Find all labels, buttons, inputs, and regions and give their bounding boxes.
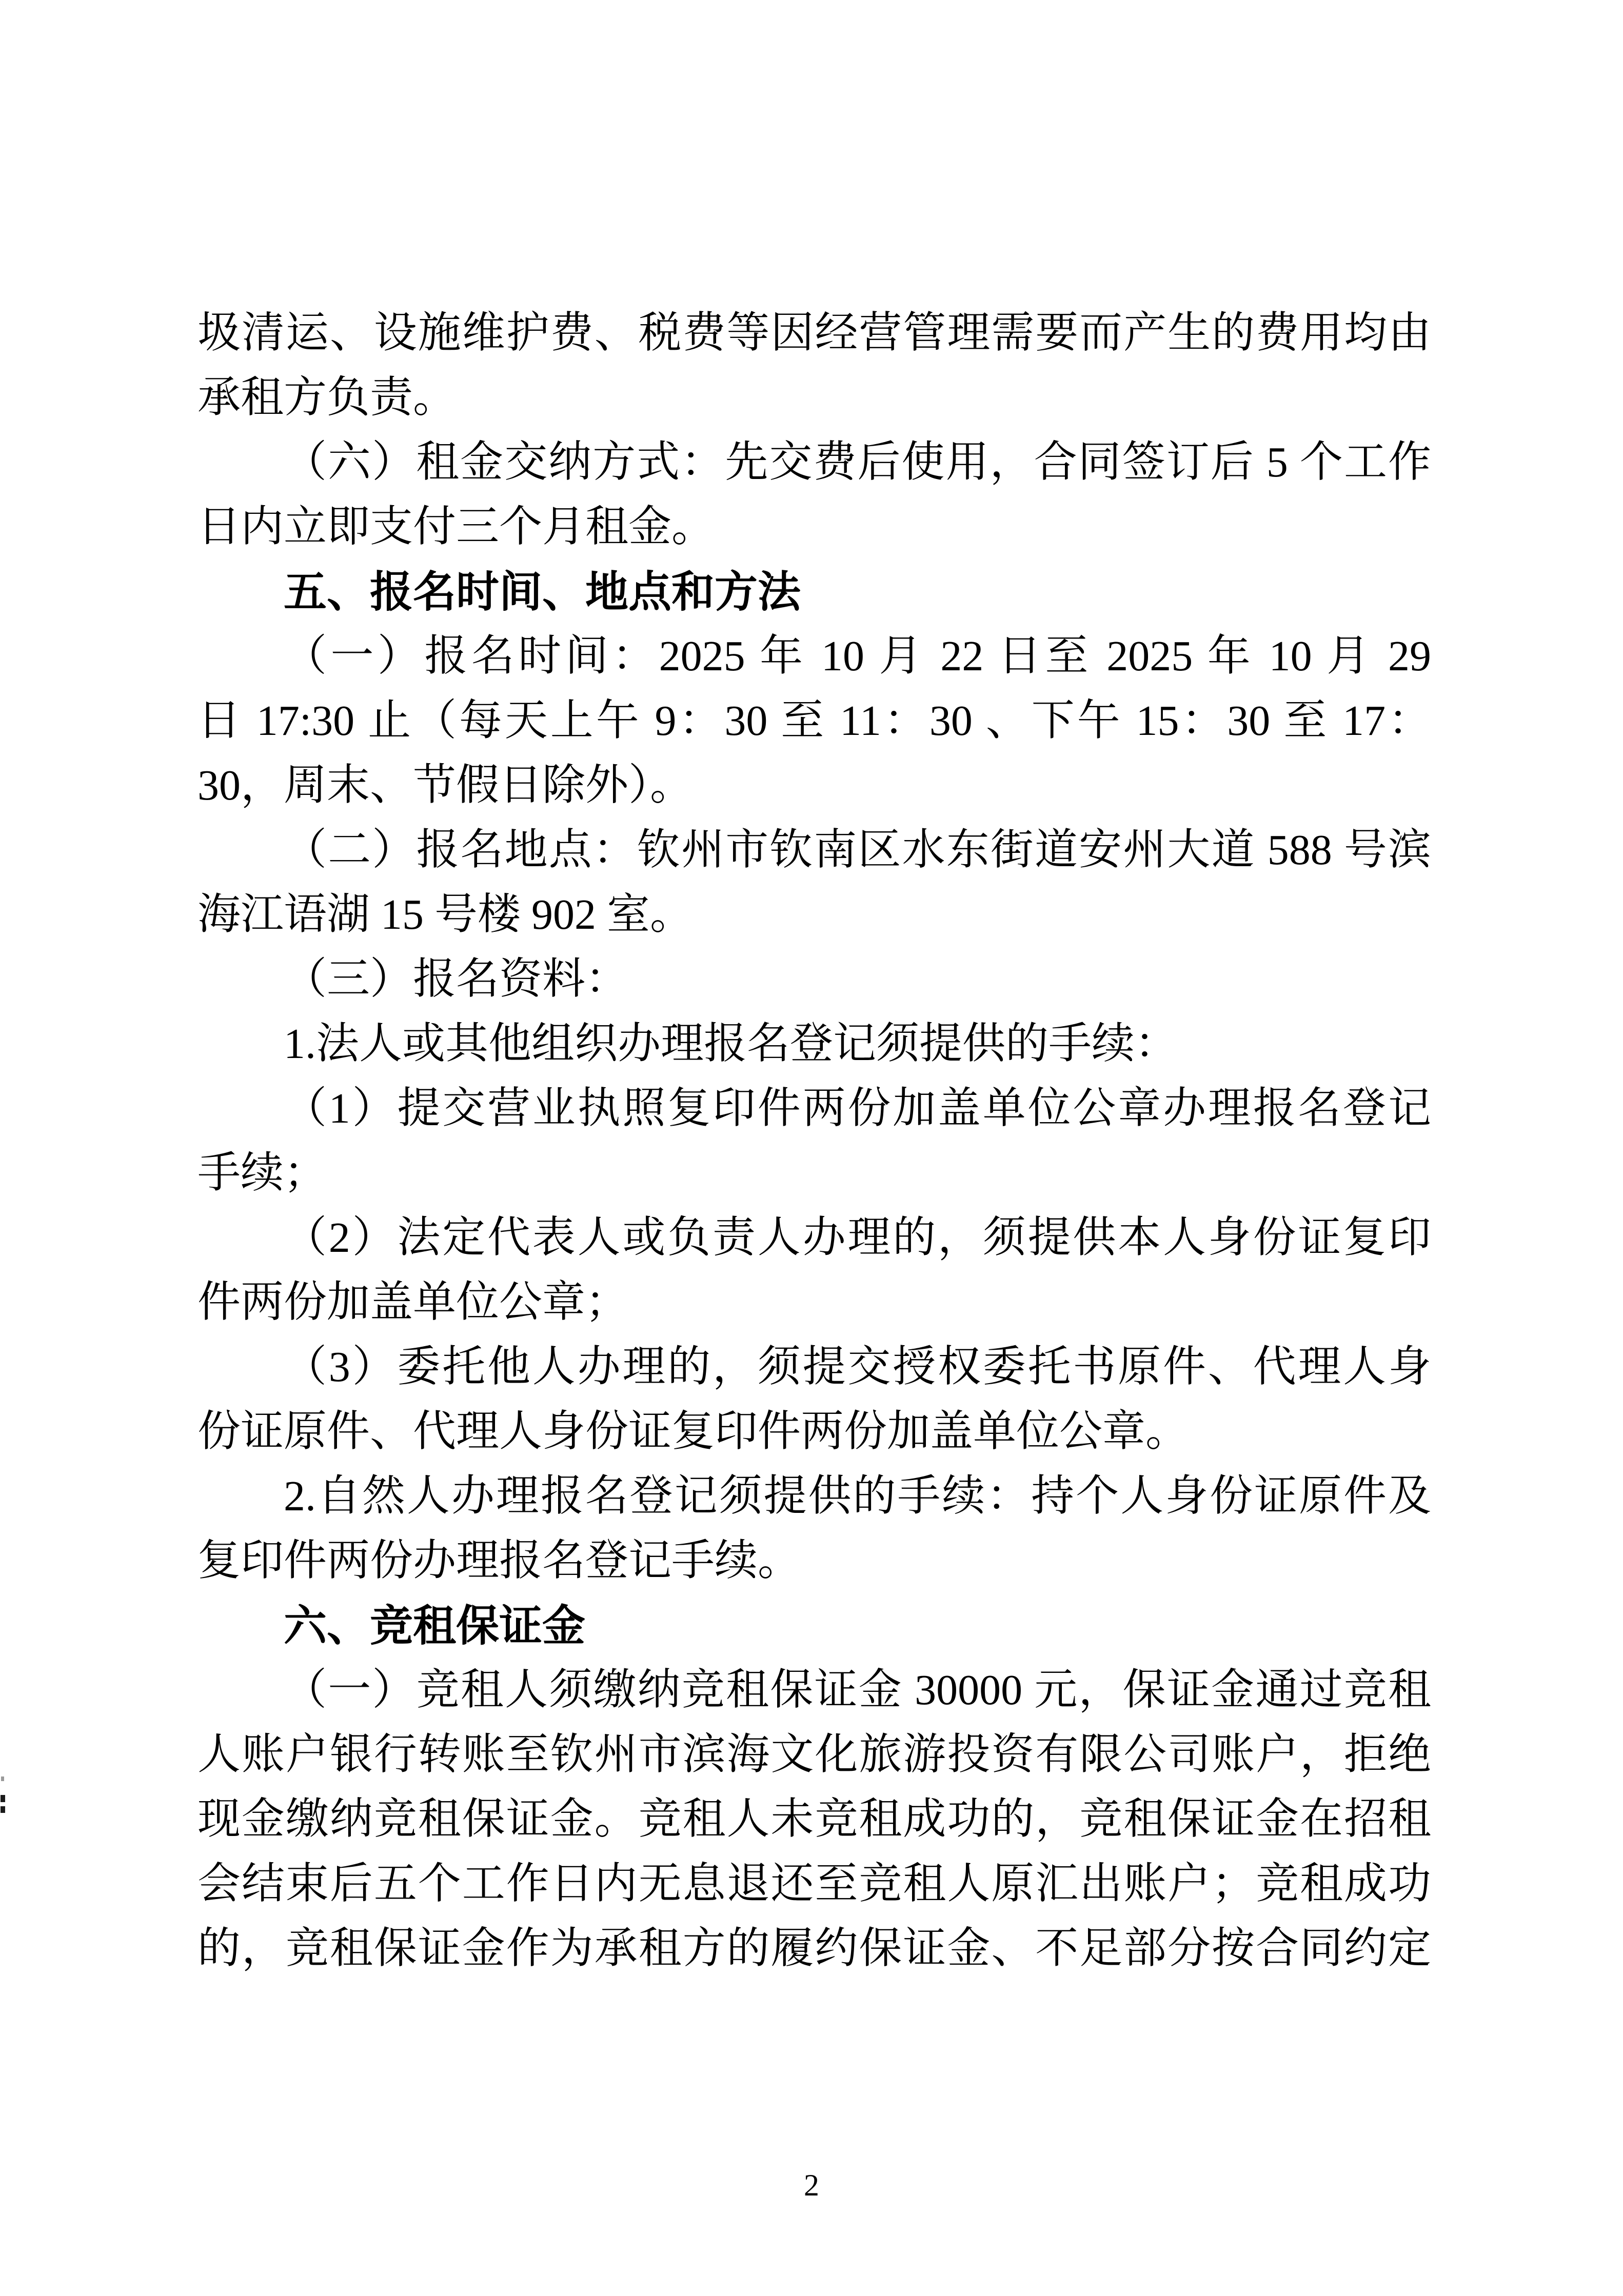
section-heading: 六、竞租保证金 xyxy=(284,1602,586,1650)
text-line: 份证原件、代理人身份证复印件两份加盖单位公章。 xyxy=(197,1408,1189,1455)
text-line: （3）委托他人办理的，须提交授权委托书原件、代理人身 xyxy=(284,1343,1431,1391)
text-line: （六）租金交纳方式：先交费后使用，合同签订后 5 个工作 xyxy=(284,438,1431,486)
text-line: （1）提交营业执照复印件两份加盖单位公章办理报名登记 xyxy=(284,1085,1431,1132)
document-body xyxy=(197,301,1431,1981)
text-line: （一）竞租人须缴纳竞租保证金 30000 元，保证金通过竞租 xyxy=(284,1666,1431,1714)
text-line: （二）报名地点：钦州市钦南区水东街道安州大道 588 号滨 xyxy=(284,826,1431,874)
text-line: 件两份加盖单位公章； xyxy=(197,1279,629,1326)
text-line: （2）法定代表人或负责人办理的，须提供本人身份证复印 xyxy=(284,1214,1431,1262)
text-line: 的，竞租保证金作为承租方的履约保证金、不足部分按合同约定 xyxy=(197,1925,1431,1972)
text-line: 手续； xyxy=(197,1149,327,1197)
scan-artifact xyxy=(1,1776,4,1781)
text-line: 现金缴纳竞租保证金。竞租人未竞租成功的，竞租保证金在招租 xyxy=(197,1795,1431,1843)
scan-artifact xyxy=(1,1795,5,1802)
text-line: 承租方负责。 xyxy=(197,374,457,422)
text-line: 2.自然人办理报名登记须提供的手续：持个人身份证原件及 xyxy=(284,1472,1431,1520)
text-line: 海江语湖 15 号楼 902 室。 xyxy=(197,891,694,939)
text-line: 日内立即支付三个月租金。 xyxy=(197,503,715,551)
text-line: 会结束后五个工作日内无息退还至竞租人原汇出账户；竞租成功 xyxy=(197,1860,1431,1908)
section-heading: 五、报名时间、地点和方法 xyxy=(284,568,801,616)
text-line: （一）报名时间：2025 年 10 月 22 日至 2025 年 10 月 29 xyxy=(284,632,1431,680)
page-number: 2 xyxy=(804,2168,819,2202)
text-line: 30，周末、节假日除外）。 xyxy=(197,762,694,809)
scan-artifact xyxy=(1,1806,5,1813)
text-line: 圾清运、设施维护费、税费等因经营管理需要而产生的费用均由 xyxy=(197,309,1431,357)
text-line: （三）报名资料： xyxy=(284,955,629,1003)
text-line: 1.法人或其他组织办理报名登记须提供的手续： xyxy=(284,1020,1178,1068)
text-line: 日 17:30 止（每天上午 9：30 至 11：30 、下午 15：30 至 17： xyxy=(197,697,1431,745)
text-line: 复印件两份办理报名登记手续。 xyxy=(197,1537,801,1585)
text-line: 人账户银行转账至钦州市滨海文化旅游投资有限公司账户，拒绝 xyxy=(197,1731,1431,1779)
